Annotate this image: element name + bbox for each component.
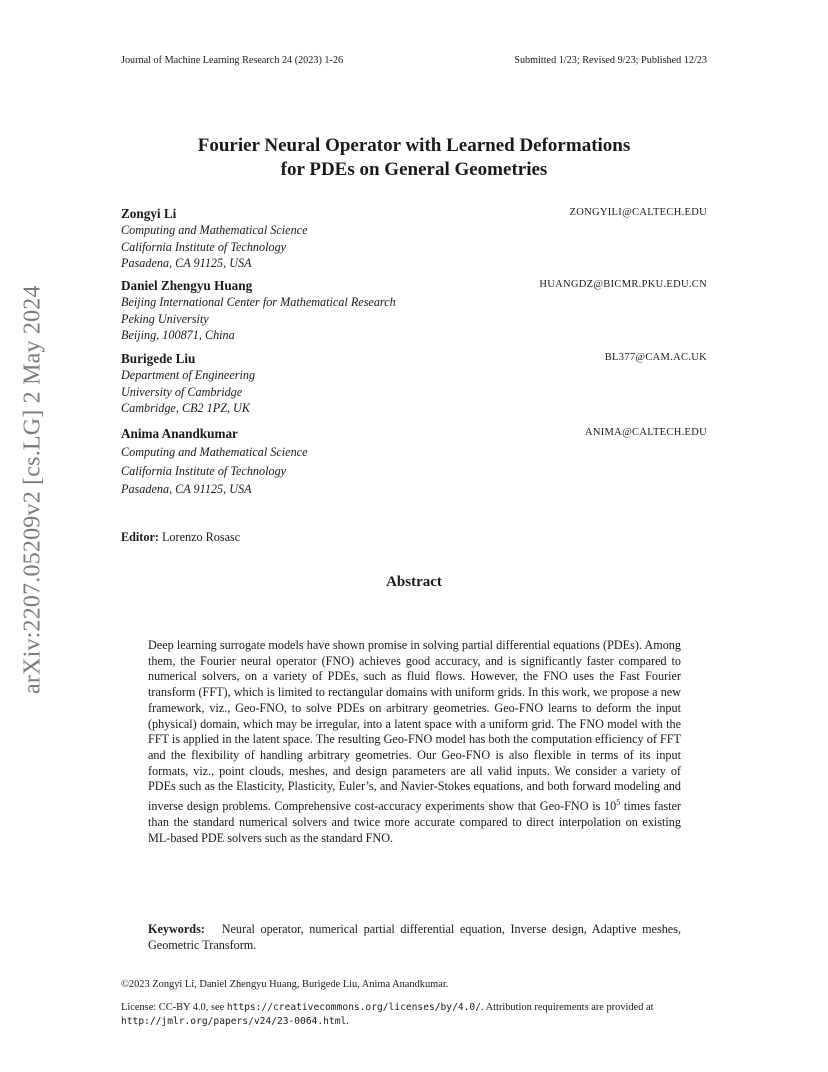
arxiv-stamp: arXiv:2207.05209v2 [cs.LG] 2 May 2024 [19, 285, 46, 695]
running-header-journal: Journal of Machine Learning Research 24 (2023) 1-26 [121, 55, 344, 66]
author-block [121, 278, 707, 344]
keywords-text: Neural operator, numerical partial differential equation, Inverse design, Adaptive meshes, Geometric Transform. [148, 922, 682, 952]
author-affiliation-line: Department of Engineering [121, 368, 256, 382]
author-affiliation-line: Pasadena, CA 91125, USA [121, 482, 252, 496]
paper-title-line-1: Fourier Neural Operator with Learned Deformations [197, 135, 631, 156]
abstract-text-end: times faster than the standard numerical solvers and twice more accurate compared to direct interpolation on existing ML-based PDE solvers such as the standard FNO. [148, 799, 681, 845]
author-affiliation-line: Beijing International Center for Mathematical Research [121, 295, 396, 309]
author-name: Anima Anandkumar [121, 426, 238, 441]
running-header-dates: Submitted 1/23; Revised 9/23; Published 12/23 [514, 55, 707, 66]
editor-label: Editor: [121, 530, 159, 544]
abstract-body [148, 638, 681, 846]
abstract-exponent: 5 [616, 798, 621, 808]
author-affiliation-line: Cambridge, CB2 1PZ, UK [121, 401, 250, 415]
license-notice [121, 1001, 707, 1028]
editor-line [121, 530, 240, 545]
abstract-heading: Abstract [386, 574, 442, 590]
paper-title-line-2: for PDEs on General Geometries [280, 159, 548, 180]
author-affiliation-line: Beijing, 100871, China [121, 328, 235, 342]
author-name: Zongyi Li [121, 206, 177, 221]
author-affiliation-line: California Institute of Technology [121, 463, 287, 478]
author-email: HUANGDZ@BICMR.PKU.EDU.CN [539, 279, 707, 290]
copyright-notice: ©2023 Zongyi Li, Daniel Zhengyu Huang, Burigede Liu, Anima Anandkumar. [121, 979, 449, 990]
author-name: Daniel Zhengyu Huang [121, 278, 253, 293]
author-affiliation-line: Computing and Mathematical Science [121, 445, 308, 459]
license-middle: . Attribution requirements are provided at [480, 1002, 654, 1013]
abstract-text: Deep learning surrogate models have shown promise in solving partial differential equations (PDEs). Among them, the Fourier neural operator (FNO) achieves good accuracy, and is significantly faster compared to numerical solvers, on a variety of PDEs, such as fluid flows. However, the FNO uses the Fast Fourier transform (FFT), which is limited to rectangular domains with uniform grids. In this work, we propose a new framework, viz., Geo-FNO, to solve PDEs on arbitrary geometries. Geo-FNO learns to deform the input (physical) domain, which may be irregular, into a latent space with a uniform grid. The FNO model with the FFT is applied in the latent space. The resulting Geo-FNO model has both the computation efficiency of FFT and the flexibility of handling arbitrary geometries. Our Geo-FNO is also flexible in terms of its input formats, viz., point clouds, meshes, and design parameters are all valid inputs. We consider a variety of PDEs such as the Elasticity, Plasticity, Euler’s, and Navier-Stokes equations, and both forward modeling and inverse design problems. Comprehensive cost-accuracy experiments show that Geo-FNO is 10 [148, 638, 681, 814]
author-name: Burigede Liu [121, 351, 196, 366]
paper-link[interactable]: http://jmlr.org/papers/v24/23-0064.html [121, 1015, 347, 1027]
author-block [121, 206, 707, 272]
license-link[interactable]: https://creativecommons.org/licenses/by/4.0/ [226, 1002, 481, 1013]
editor-name: Lorenzo Rosasc [161, 530, 241, 544]
author-email: BL377@CAM.AC.UK [604, 352, 707, 363]
author-affiliation-line: California Institute of Technology [121, 239, 287, 254]
author-block [121, 426, 707, 498]
license-suffix: . [346, 1015, 349, 1027]
author-affiliation-line: University of Cambridge [121, 384, 243, 399]
author-block [121, 351, 707, 417]
license-prefix: License: CC-BY 4.0, see [121, 1002, 227, 1013]
author-email: ANIMA@CALTECH.EDU [584, 427, 707, 438]
keywords-label: Keywords: [148, 922, 205, 936]
author-affiliation-line: Computing and Mathematical Science [121, 223, 308, 237]
author-affiliation-line: Peking University [121, 311, 209, 326]
keywords-block [148, 922, 681, 953]
author-email: ZONGYILI@CALTECH.EDU [569, 207, 707, 218]
author-affiliation-line: Pasadena, CA 91125, USA [121, 256, 252, 270]
